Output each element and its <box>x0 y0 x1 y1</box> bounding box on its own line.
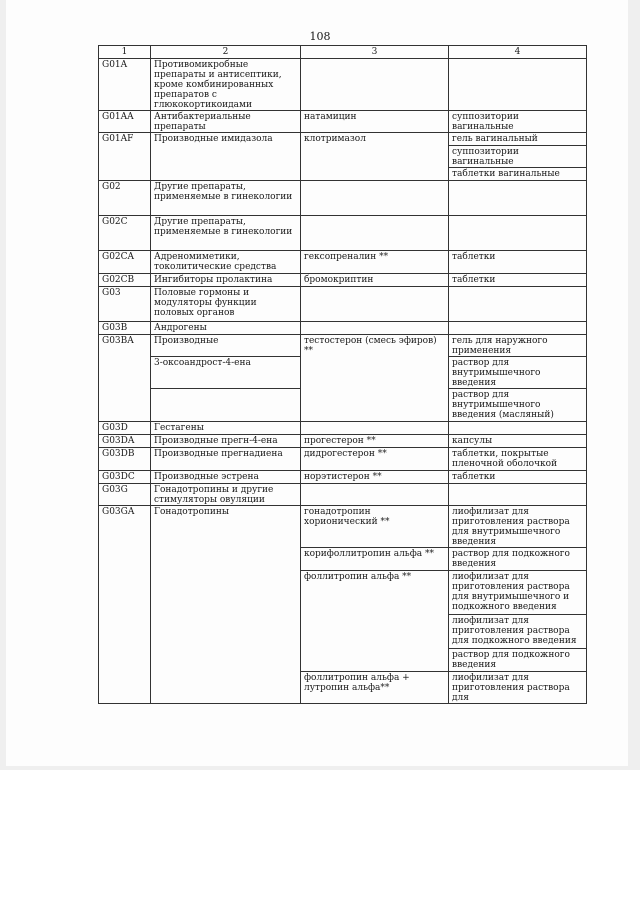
dosage-form: лиофилизат для приготовления раствора для подкожного введения <box>449 615 587 649</box>
table-row <box>99 216 587 251</box>
dosage-form <box>449 484 587 506</box>
atc-code: G02CB <box>99 274 151 287</box>
table-row <box>99 59 587 111</box>
table-row <box>99 484 587 506</box>
page-number: 108 <box>309 30 331 43</box>
table-row <box>99 181 587 216</box>
dosage-form: таблетки вагинальные <box>449 168 587 181</box>
drug-name: тестостерон (смесь эфиров) ** <box>301 335 449 422</box>
atc-code: G03G <box>99 484 151 506</box>
dosage-form: таблетки, покрытые пленочной оболочкой <box>449 448 587 471</box>
atc-code: G02 <box>99 181 151 216</box>
dosage-form: раствор для внутримышечного введения <box>449 357 587 389</box>
column-header: 2 <box>151 46 301 59</box>
drug-classification-table <box>98 45 587 704</box>
group-name: Производные прегнадиена <box>151 448 301 471</box>
drug-name <box>301 484 449 506</box>
atc-code: G03B <box>99 322 151 335</box>
dosage-form: суппозитории вагинальные <box>449 111 587 133</box>
group-name: Андрогены <box>151 322 301 335</box>
drug-name: клотримазол <box>301 133 449 181</box>
drug-name: фоллитропин альфа + лутропин альфа** <box>301 672 449 704</box>
column-header: 4 <box>449 46 587 59</box>
table-row <box>99 448 587 471</box>
group-name: Производные имидазола <box>151 133 301 181</box>
atc-code: G03 <box>99 287 151 322</box>
atc-code: G02C <box>99 216 151 251</box>
table-header-row <box>99 46 587 59</box>
dosage-form: таблетки <box>449 471 587 484</box>
drug-name: гексопреналин ** <box>301 251 449 274</box>
dosage-form: суппозитории вагинальные <box>449 146 587 168</box>
drug-name: бромокриптин <box>301 274 449 287</box>
dosage-form <box>449 216 587 251</box>
group-name-continued: 3-оксоандрост-4-ена <box>151 357 301 389</box>
atc-code: G03DC <box>99 471 151 484</box>
dosage-form: капсулы <box>449 435 587 448</box>
atc-code: G03DA <box>99 435 151 448</box>
group-name: Противомикробные препараты и антисептики, кроме комбинированных препаратов с глюкокортикоидами <box>151 59 301 111</box>
table-row <box>99 471 587 484</box>
table-row <box>99 274 587 287</box>
table-row <box>99 435 587 448</box>
group-name: Производные эстрена <box>151 471 301 484</box>
dosage-form <box>449 287 587 322</box>
table-row <box>99 287 587 322</box>
drug-name: гонадотропин хорионический ** <box>301 506 449 548</box>
dosage-form: гель вагинальный <box>449 133 587 146</box>
drug-name <box>301 181 449 216</box>
group-name: Ингибиторы пролактина <box>151 274 301 287</box>
group-name: Антибактериальные препараты <box>151 111 301 133</box>
dosage-form: раствор для подкожного введения <box>449 649 587 672</box>
table-row <box>99 322 587 335</box>
atc-code: G03GA <box>99 506 151 704</box>
drug-name: корифоллитропин альфа ** <box>301 548 449 571</box>
drug-name: дидрогестерон ** <box>301 448 449 471</box>
group-name: Другие препараты, применяемые в гинекологии <box>151 181 301 216</box>
dosage-form: таблетки <box>449 251 587 274</box>
column-header: 3 <box>301 46 449 59</box>
atc-code: G03D <box>99 422 151 435</box>
drug-name: фоллитропин альфа ** <box>301 571 449 672</box>
table-row <box>99 251 587 274</box>
group-name: Производные прегн-4-ена <box>151 435 301 448</box>
table-row <box>99 133 587 146</box>
atc-code: G02CA <box>99 251 151 274</box>
drug-name <box>301 422 449 435</box>
table-row <box>99 335 587 357</box>
dosage-form: лиофилизат для приготовления раствора для внутримышечного и подкожного введения <box>449 571 587 615</box>
table-row <box>99 506 587 548</box>
group-name: Половые гормоны и модуляторы функции половых органов <box>151 287 301 322</box>
drug-name <box>301 59 449 111</box>
group-name: Гестагены <box>151 422 301 435</box>
drug-name: норэтистерон ** <box>301 471 449 484</box>
group-name: Другие препараты, применяемые в гинекологии <box>151 216 301 251</box>
drug-name <box>301 322 449 335</box>
dosage-form <box>449 59 587 111</box>
drug-name: прогестерон ** <box>301 435 449 448</box>
drug-name <box>301 287 449 322</box>
dosage-form <box>449 422 587 435</box>
dosage-form: гель для наружного применения <box>449 335 587 357</box>
group-name: Производные <box>151 335 301 357</box>
drug-name <box>301 216 449 251</box>
atc-code: G01A <box>99 59 151 111</box>
atc-code: G01AF <box>99 133 151 181</box>
dosage-form: таблетки <box>449 274 587 287</box>
group-name <box>151 389 301 422</box>
group-name: Гонадотропины и другие стимуляторы овуляции <box>151 484 301 506</box>
dosage-form: лиофилизат для приготовления раствора для <box>449 672 587 704</box>
column-header: 1 <box>99 46 151 59</box>
group-name: Гонадотропины <box>151 506 301 704</box>
table-row <box>99 422 587 435</box>
table-row <box>99 111 587 133</box>
dosage-form: раствор для внутримышечного введения (масляный) <box>449 389 587 422</box>
atc-code: G01AA <box>99 111 151 133</box>
group-name: Адреномиметики, токолитические средства <box>151 251 301 274</box>
atc-code: G03BA <box>99 335 151 422</box>
dosage-form <box>449 181 587 216</box>
dosage-form <box>449 322 587 335</box>
dosage-form: лиофилизат для приготовления раствора для внутримышечного введения <box>449 506 587 548</box>
drug-name: натамицин <box>301 111 449 133</box>
dosage-form: раствор для подкожного введения <box>449 548 587 571</box>
atc-code: G03DB <box>99 448 151 471</box>
